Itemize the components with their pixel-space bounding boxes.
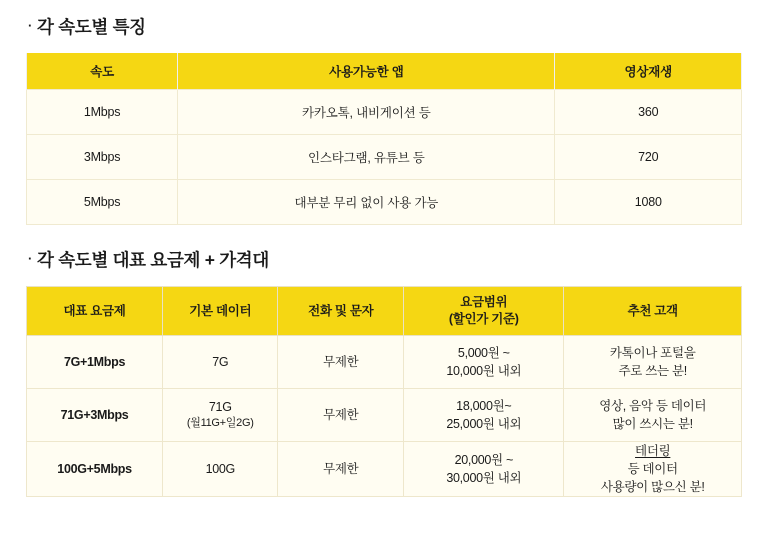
cell-apps: 대부분 무리 없이 사용 가능 (178, 180, 555, 225)
cell-price-line-2: 10,000원 내외 (446, 364, 522, 378)
bullet-icon: · (28, 251, 33, 266)
cell-rec-line-2: 주로 쓰는 분! (618, 364, 687, 378)
cell-data-main: 7G (212, 354, 229, 369)
cell-data-main: 71G (208, 399, 232, 414)
cell-price-line-2: 25,000원 내외 (446, 417, 522, 431)
cell-plan: 71G+3Mbps (27, 389, 163, 442)
cell-rec-line-1: 카톡이나 포털을 (609, 345, 696, 360)
cell-plan: 100G+5Mbps (27, 442, 163, 497)
cell-data-sub: (월11G+일2G) (186, 417, 254, 430)
price-header-line-2: (할인가 기준) (448, 312, 519, 326)
cell-price-range (404, 442, 564, 497)
cell-price-line-1: 18,000원~ (456, 398, 512, 413)
table-header-row (27, 53, 742, 90)
cell-rec-line-1-rest: 등 데이터 (627, 462, 678, 477)
cell-video: 720 (555, 135, 742, 180)
table-header-row (27, 287, 742, 336)
section-2-heading (28, 247, 742, 272)
plan-price-table (26, 286, 742, 497)
col-header-video: 영상재생 (555, 53, 742, 90)
col-header-call-sms: 전화 및 문자 (278, 287, 404, 336)
cell-price-range (404, 336, 564, 389)
cell-price-line-1: 5,000원 ~ (457, 345, 510, 360)
cell-call-sms: 무제한 (278, 442, 404, 497)
section-1-title: 각 속도별 특징 (37, 17, 146, 37)
col-header-plan: 대표 요금제 (27, 287, 163, 336)
cell-price-range (404, 389, 564, 442)
section-2-title: 각 속도별 대표 요금제 + 가격대 (37, 250, 270, 270)
col-header-data: 기본 데이터 (163, 287, 278, 336)
table-row (27, 389, 742, 442)
table-row (27, 336, 742, 389)
section-1-heading (28, 14, 742, 39)
cell-data (163, 442, 278, 497)
table-row (27, 90, 742, 135)
price-header-line-1: 요금범위 (460, 295, 508, 310)
cell-recommended (564, 389, 742, 442)
table-row (27, 442, 742, 497)
cell-rec-line-2: 사용량이 많으신 분! (600, 480, 705, 495)
cell-price-line-2: 30,000원 내외 (446, 471, 522, 486)
cell-plan: 7G+1Mbps (27, 336, 163, 389)
cell-recommended (564, 336, 742, 389)
cell-speed: 3Mbps (27, 135, 178, 180)
col-header-recommended: 추천 고객 (564, 287, 742, 336)
cell-video: 1080 (555, 180, 742, 225)
table-row (27, 135, 742, 180)
table-row (27, 180, 742, 225)
cell-call-sms: 무제한 (278, 336, 404, 389)
cell-apps: 카카오톡, 내비게이션 등 (178, 90, 555, 135)
cell-rec-line-1: 영상, 음악 등 데이터 (599, 398, 707, 413)
cell-data (163, 336, 278, 389)
cell-recommended (564, 442, 742, 497)
cell-speed: 1Mbps (27, 90, 178, 135)
bullet-icon: · (28, 18, 33, 33)
cell-rec-line-1 (567, 442, 738, 478)
cell-speed: 5Mbps (27, 180, 178, 225)
cell-rec-underlined-term: 테더링 (635, 444, 671, 458)
cell-call-sms: 무제한 (278, 389, 404, 442)
speed-features-table (26, 53, 742, 225)
cell-data-main: 100G (205, 462, 235, 477)
col-header-price-range (404, 287, 564, 336)
col-header-speed: 속도 (27, 53, 178, 90)
col-header-apps: 사용가능한 앱 (178, 53, 555, 90)
cell-data (163, 389, 278, 442)
cell-video: 360 (555, 90, 742, 135)
cell-price-line-1: 20,000원 ~ (454, 453, 513, 468)
cell-apps: 인스타그램, 유튜브 등 (178, 135, 555, 180)
cell-rec-line-2: 많이 쓰시는 분! (612, 417, 693, 431)
